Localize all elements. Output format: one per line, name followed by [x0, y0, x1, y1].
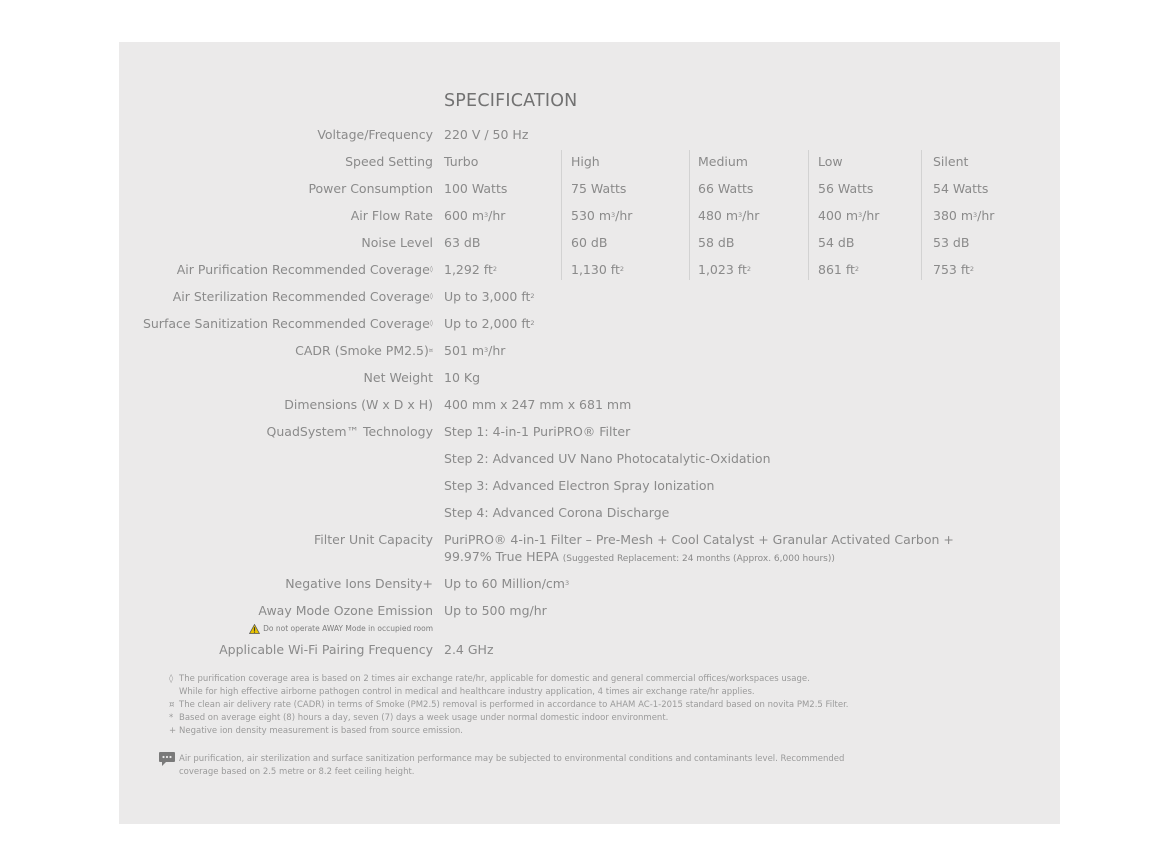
- spec-label: QuadSystem™ Technology: [266, 424, 433, 439]
- spec-cell: 380 $m^3/hr$: [933, 208, 995, 223]
- spec-cell: Silent: [933, 154, 969, 169]
- spec-cell: 400 $m^3/hr$: [818, 208, 880, 223]
- spec-value: 10 Kg: [444, 370, 481, 385]
- spec-value: Step 4: Advanced Corona Discharge: [444, 505, 670, 520]
- spec-cell: 63 dB: [444, 235, 481, 250]
- column-divider: [561, 150, 562, 280]
- column-divider: [921, 150, 922, 280]
- spec-label: Dimensions (W x D x H): [284, 397, 433, 412]
- spec-value: Up to 500 mg/hr: [444, 603, 547, 618]
- spec-label: CADR (Smoke PM2.5)¤: [295, 343, 433, 358]
- spec-cell: 1,130 $ft^2$: [571, 262, 624, 277]
- spec-cell: 58 dB: [698, 235, 735, 250]
- ozone-warning: [249, 621, 433, 637]
- spec-cell: 54 dB: [818, 235, 855, 250]
- spec-label: Speed Setting: [345, 154, 433, 169]
- footnote: ◊ The purification coverage area is based on 2 times air exchange rate/hr, applicable for domestic and general commercial offices/workspaces usage.: [169, 674, 810, 684]
- spec-cell: 56 Watts: [818, 181, 874, 196]
- spec-value: Step 3: Advanced Electron Spray Ionization: [444, 478, 715, 493]
- column-divider: [689, 150, 690, 280]
- footnote: * Based on average eight (8) hours a day, seven (7) days a week usage under normal domestic indoor environment.: [169, 713, 669, 723]
- footnote: While for high effective airborne pathogen control in medical and healthcare industry application, 4 times air exchange rate/hr applies.: [179, 687, 755, 697]
- spec-cell: 60 dB: [571, 235, 608, 250]
- spec-cell: 480 $m^3/hr$: [698, 208, 760, 223]
- spec-value: 2.4 GHz: [444, 642, 494, 657]
- footnote: + Negative ion density measurement is based from source emission.: [169, 726, 464, 736]
- spec-value: Step 1: 4-in-1 PuriPRO® Filter: [444, 424, 631, 439]
- spec-label: Net Weight: [363, 370, 433, 385]
- spec-cell: Medium: [698, 154, 748, 169]
- spec-value: Up to 60 Million/$cm^3$: [444, 576, 570, 591]
- spec-cell: 600 $m^3/hr$: [444, 208, 506, 223]
- spec-label: Surface Sanitization Recommended Coverage◊: [142, 316, 433, 331]
- spec-value: 220 V / 50 Hz: [444, 127, 529, 142]
- specification-panel: [119, 42, 1060, 824]
- spec-cell: Low: [818, 154, 843, 169]
- spec-value: 400 mm x 247 mm x 681 mm: [444, 397, 632, 412]
- spec-cell: Turbo: [444, 154, 479, 169]
- spec-value: Step 2: Advanced UV Nano Photocatalytic-Oxidation: [444, 451, 771, 466]
- speech-bubble-icon: [158, 751, 176, 767]
- column-divider: [808, 150, 809, 280]
- spec-label: Air Sterilization Recommended Coverage◊: [172, 289, 433, 304]
- spec-cell: 75 Watts: [571, 181, 627, 196]
- spec-label: Air Purification Recommended Coverage◊: [176, 262, 433, 277]
- spec-cell: 753 $ft^2$: [933, 262, 975, 277]
- spec-cell: 530 $m^3/hr$: [571, 208, 633, 223]
- spec-label: Air Flow Rate: [350, 208, 433, 223]
- warning-text: Do not operate AWAY Mode in occupied room: [263, 624, 433, 633]
- footnote: ¤ The clean air delivery rate (CADR) in terms of Smoke (PM2.5) removal is performed in accordance to AHAM AC-1-2015 standard based on novita PM2.5 Filter.: [169, 700, 849, 710]
- spec-cell: 66 Watts: [698, 181, 754, 196]
- spec-label: Voltage/Frequency: [317, 127, 433, 142]
- spec-value: Up to 3,000 $ft^2$: [444, 289, 535, 304]
- spec-label: Negative Ions Density+: [285, 576, 433, 591]
- spec-value: Up to 2,000 $ft^2$: [444, 316, 535, 331]
- spec-cell: 53 dB: [933, 235, 970, 250]
- spec-label: Filter Unit Capacity: [314, 532, 433, 547]
- spec-cell: 100 Watts: [444, 181, 508, 196]
- spec-label: Away Mode Ozone Emission: [258, 603, 433, 618]
- warning-icon: [249, 624, 260, 634]
- spec-cell: 861 $ft^2$: [818, 262, 860, 277]
- spec-cell: 1,023 $ft^2$: [698, 262, 751, 277]
- spec-value: 99.97% True HEPA (Suggested Replacement: 24 months (Approx. 6,000 hours)): [444, 549, 835, 564]
- spec-cell: 1,292 $ft^2$: [444, 262, 497, 277]
- disclaimer-line: coverage based on 2.5 metre or 8.2 feet ceiling height.: [179, 767, 415, 777]
- spec-label: Power Consumption: [308, 181, 433, 196]
- spec-label: Applicable Wi-Fi Pairing Frequency: [219, 642, 433, 657]
- spec-value: 501 $m^3/hr$: [444, 343, 506, 358]
- filter-replacement-note: (Suggested Replacement: 24 months (Approx. 6,000 hours)): [562, 554, 835, 564]
- spec-label: Noise Level: [361, 235, 433, 250]
- page-title: SPECIFICATION: [444, 91, 578, 111]
- disclaimer-line: Air purification, air sterilization and surface sanitization performance may be subjected to environmental conditions and contaminants level. Recommended: [179, 754, 845, 764]
- spec-cell: High: [571, 154, 600, 169]
- spec-value: PuriPRO® 4-in-1 Filter – Pre-Mesh + Cool Catalyst + Granular Activated Carbon +: [444, 532, 954, 547]
- spec-cell: 54 Watts: [933, 181, 989, 196]
